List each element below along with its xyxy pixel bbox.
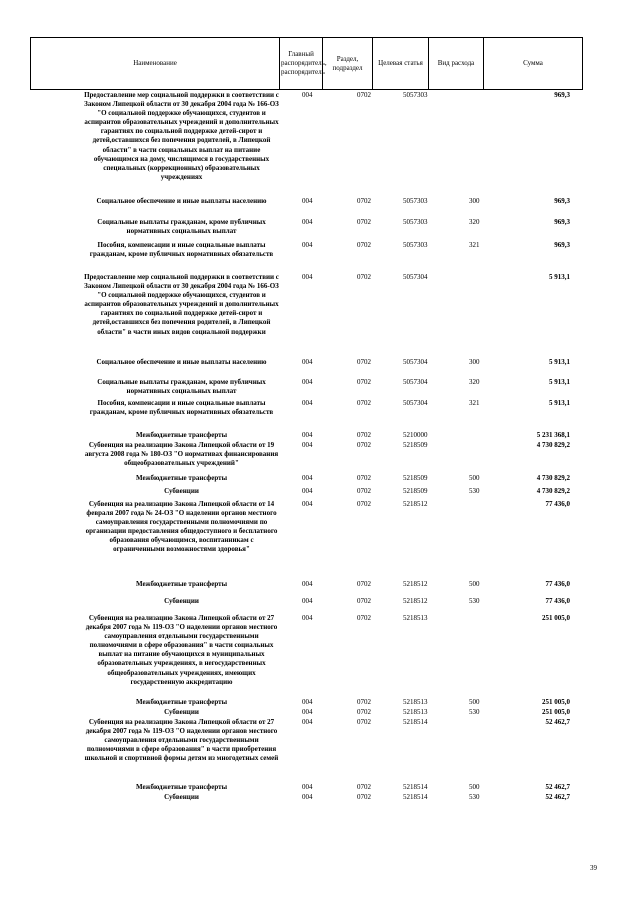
row-glav: 004 <box>302 218 313 226</box>
row-expense-type: 530 <box>469 597 480 605</box>
header-sum: Сумма <box>484 38 583 90</box>
header-glav: Главный распорядитель, распорядитель <box>280 38 323 90</box>
row-target-article: 5057304 <box>403 358 428 366</box>
row-target-article: 5218513 <box>403 708 428 716</box>
row-razdel: 0702 <box>357 273 371 281</box>
row-expense-type: 530 <box>469 487 480 495</box>
row-expense-type: 320 <box>469 218 480 226</box>
row-expense-type: 321 <box>469 241 480 249</box>
row-expense-type: 321 <box>469 399 480 407</box>
row-razdel: 0702 <box>357 431 371 439</box>
row-target-article: 5218514 <box>403 793 428 801</box>
row-glav: 004 <box>302 431 313 439</box>
row-sum: 969,3 <box>554 197 570 205</box>
row-name: Субвенция на реализацию Закона Липецкой области от 14 февраля 2007 года № 24-ОЗ "О наделении органов местного самоуправления государственными полномочиями по организации предоставления общедоступного и бесплатного образования обучающимся, воспитанникам с ограниченными возможностями здоровья" <box>85 500 278 554</box>
row-target-article: 5057303 <box>403 91 428 99</box>
row-razdel: 0702 <box>357 783 371 791</box>
row-glav: 004 <box>302 399 313 407</box>
row-target-article: 5057304 <box>403 273 428 281</box>
row-sum: 5 231 368,1 <box>536 431 570 439</box>
row-target-article: 5057303 <box>403 241 428 249</box>
row-glav: 004 <box>302 273 313 281</box>
row-expense-type: 500 <box>469 783 480 791</box>
row-sum: 4 730 829,2 <box>536 474 570 482</box>
row-target-article: 5218512 <box>403 580 428 588</box>
row-target-article: 5218513 <box>403 698 428 706</box>
row-sum: 251 005,0 <box>542 614 570 622</box>
row-name: Социальные выплаты гражданам, кроме публичных нормативных социальных выплат <box>97 218 266 236</box>
row-razdel: 0702 <box>357 500 371 508</box>
row-target-article: 5218509 <box>403 487 428 495</box>
row-razdel: 0702 <box>357 441 371 449</box>
row-target-article: 5218513 <box>403 614 428 622</box>
row-target-article: 5057304 <box>403 399 428 407</box>
row-expense-type: 500 <box>469 580 480 588</box>
row-glav: 004 <box>302 474 313 482</box>
row-target-article: 5057303 <box>403 218 428 226</box>
row-glav: 004 <box>302 378 313 386</box>
row-target-article: 5057304 <box>403 378 428 386</box>
row-expense-type: 500 <box>469 474 480 482</box>
header-razdel: Раздел, подраздел <box>323 38 373 90</box>
row-razdel: 0702 <box>357 580 371 588</box>
row-razdel: 0702 <box>357 718 371 726</box>
row-sum: 52 462,7 <box>545 718 570 726</box>
row-sum: 77 436,0 <box>545 500 570 508</box>
row-target-article: 5218509 <box>403 474 428 482</box>
row-target-article: 5057303 <box>403 197 428 205</box>
row-sum: 5 913,1 <box>549 399 570 407</box>
row-sum: 969,3 <box>554 241 570 249</box>
row-name: Субвенции <box>164 487 199 495</box>
row-sum: 77 436,0 <box>545 580 570 588</box>
row-razdel: 0702 <box>357 241 371 249</box>
row-name: Пособия, компенсации и иные социальные выплаты гражданам, кроме публичных нормативных обязательств <box>89 241 274 259</box>
row-glav: 004 <box>302 783 313 791</box>
row-target-article: 5218512 <box>403 597 428 605</box>
row-name: Межбюджетные трансферты <box>135 698 228 706</box>
row-sum: 969,3 <box>554 218 570 226</box>
row-razdel: 0702 <box>357 218 371 226</box>
row-razdel: 0702 <box>357 614 371 622</box>
row-razdel: 0702 <box>357 708 371 716</box>
row-glav: 004 <box>302 580 313 588</box>
row-sum: 4 730 829,2 <box>536 487 570 495</box>
row-expense-type: 530 <box>469 708 480 716</box>
row-glav: 004 <box>302 718 313 726</box>
row-name: Субвенция на реализацию Закона Липецкой области от 19 августа 2008 года № 180-ОЗ "О нормативах финансирования общеобразовательных учреждений" <box>84 441 279 468</box>
row-name: Социальные выплаты гражданам, кроме публичных нормативных социальных выплат <box>97 378 266 396</box>
row-name: Субвенция на реализацию Закона Липецкой области от 27 декабря 2007 года № 119-ОЗ "О наделении органов местного самоуправления отдельными государственными полномочиями в сфере образования" в части приобретения школьной и спортивной формы детям из многодетных семей <box>84 718 279 763</box>
row-sum: 5 913,1 <box>549 273 570 281</box>
table-header <box>30 37 582 90</box>
row-name: Межбюджетные трансферты <box>135 783 228 791</box>
row-sum: 52 462,7 <box>545 793 570 801</box>
header-name: Наименование <box>31 38 280 90</box>
row-target-article: 5218514 <box>403 718 428 726</box>
row-glav: 004 <box>302 241 313 249</box>
row-sum: 251 005,0 <box>542 698 570 706</box>
row-razdel: 0702 <box>357 698 371 706</box>
row-name: Социальное обеспечение и иные выплаты населению <box>96 197 267 205</box>
row-razdel: 0702 <box>357 597 371 605</box>
header-target-article: Целевая статья <box>373 38 429 90</box>
row-razdel: 0702 <box>357 197 371 205</box>
row-target-article: 5218514 <box>403 783 428 791</box>
row-name: Пособия, компенсации и иные социальные выплаты гражданам, кроме публичных нормативных обязательств <box>89 399 274 417</box>
row-razdel: 0702 <box>357 474 371 482</box>
row-sum: 5 913,1 <box>549 358 570 366</box>
row-expense-type: 300 <box>469 197 480 205</box>
page-number: 39 <box>590 864 597 872</box>
row-glav: 004 <box>302 91 313 99</box>
row-glav: 004 <box>302 597 313 605</box>
row-name: Предоставление мер социальной поддержки в соответствии с Законом Липецкой области от 30 декабря 2004 года № 166-ОЗ "О социальной поддержке обучающихся, студентов и аспирантов образовательных учреждений и дополнительных гарантиях по социальной поддержке детей-сирот и детей,оставшихся без попечения родителей, в Липецкой области" в части иных видов социальной поддержки <box>84 273 279 336</box>
row-expense-type: 300 <box>469 358 480 366</box>
row-expense-type: 530 <box>469 793 480 801</box>
row-target-article: 5218512 <box>403 500 428 508</box>
row-glav: 004 <box>302 197 313 205</box>
row-sum: 969,3 <box>554 91 570 99</box>
row-glav: 004 <box>302 614 313 622</box>
row-name: Субвенции <box>164 708 199 716</box>
row-razdel: 0702 <box>357 487 371 495</box>
row-razdel: 0702 <box>357 399 371 407</box>
row-sum: 77 436,0 <box>545 597 570 605</box>
row-sum: 52 462,7 <box>545 783 570 791</box>
row-glav: 004 <box>302 441 313 449</box>
row-glav: 004 <box>302 500 313 508</box>
row-name: Субвенции <box>164 793 199 801</box>
row-sum: 251 005,0 <box>542 708 570 716</box>
row-razdel: 0702 <box>357 358 371 366</box>
row-target-article: 5210000 <box>403 431 428 439</box>
row-expense-type: 320 <box>469 378 480 386</box>
row-name: Межбюджетные трансферты <box>135 474 228 482</box>
row-sum: 5 913,1 <box>549 378 570 386</box>
header-expense-type: Вид расхода <box>429 38 484 90</box>
row-sum: 4 730 829,2 <box>536 441 570 449</box>
row-name: Социальное обеспечение и иные выплаты населению <box>96 358 267 366</box>
row-glav: 004 <box>302 358 313 366</box>
row-razdel: 0702 <box>357 378 371 386</box>
row-razdel: 0702 <box>357 91 371 99</box>
row-expense-type: 500 <box>469 698 480 706</box>
row-glav: 004 <box>302 698 313 706</box>
row-glav: 004 <box>302 793 313 801</box>
row-target-article: 5218509 <box>403 441 428 449</box>
row-name: Межбюджетные трансферты <box>135 580 228 588</box>
row-name: Субвенция на реализацию Закона Липецкой области от 27 декабря 2007 года № 119-ОЗ "О наделении органов местного самоуправления отдельными государственными полномочиями в сфере образования" в части социальных выплат на питание обучающихся в муниципальных образовательных учреждениях, в негосударственных общеобразовательных учреждениях, имеющих государственную аккредитацию <box>85 614 278 686</box>
row-name: Межбюджетные трансферты <box>135 431 228 439</box>
row-glav: 004 <box>302 487 313 495</box>
row-name: Субвенции <box>164 597 199 605</box>
row-razdel: 0702 <box>357 793 371 801</box>
row-glav: 004 <box>302 708 313 716</box>
row-name: Предоставление мер социальной поддержки в соответствии с Законом Липецкой области от 30 декабря 2004 года № 166-ОЗ "О социальной поддержке обучающихся, студентов и аспирантов образовательных учреждений и дополнительных гарантиях по социальной поддержке детей-сирот и детей,оставшихся без попечения родителей, в Липецкой области" в части социальных выплат на питание обучающимся на дому, числящимся в государственных специальных (коррекционных) образовательных учреждениях <box>84 91 279 181</box>
